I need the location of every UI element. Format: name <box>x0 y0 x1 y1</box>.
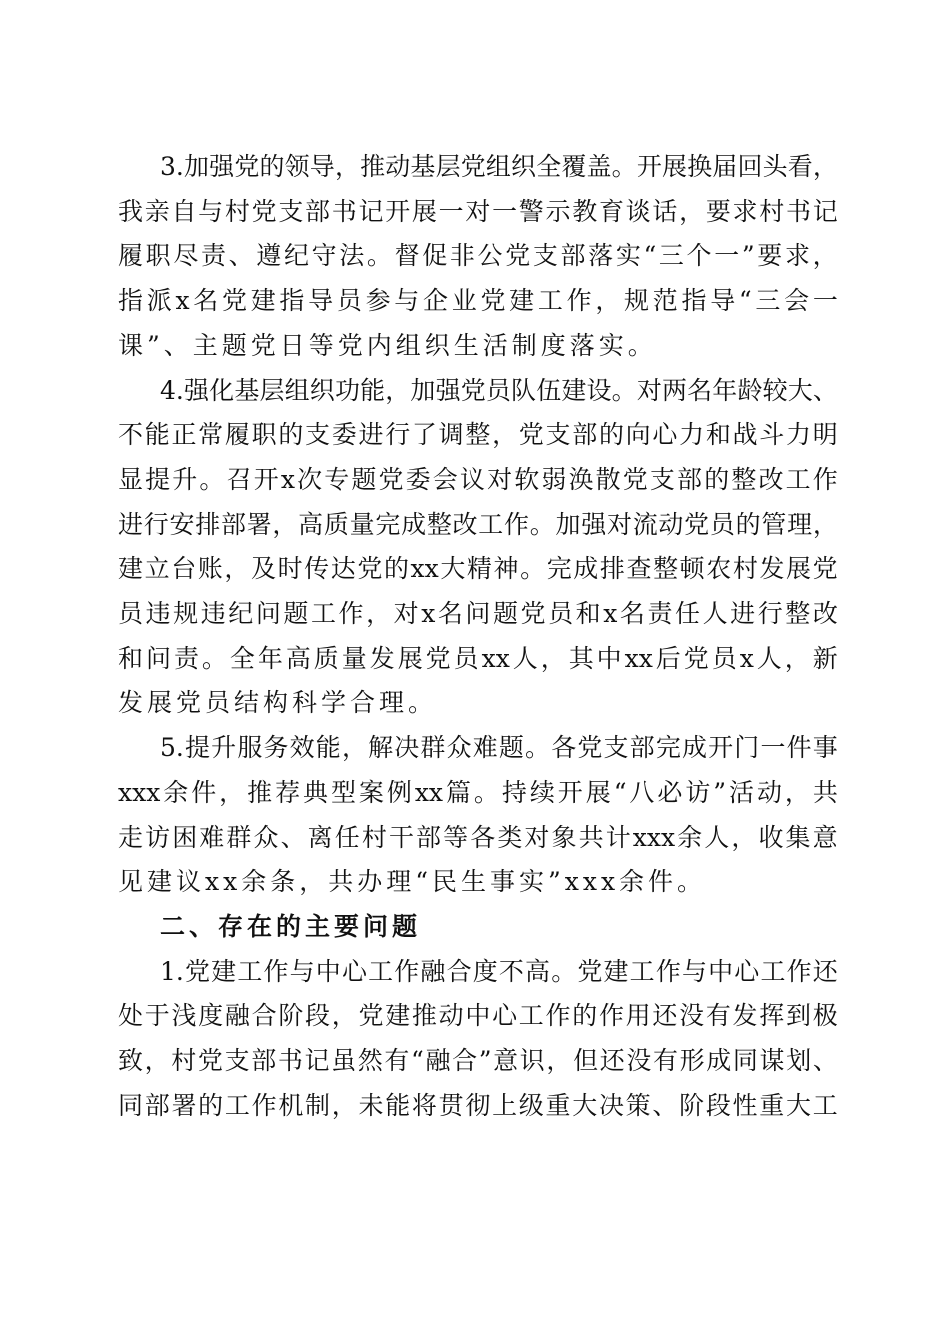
text-line: 发展党员结构科学合理。 <box>118 688 438 717</box>
text-line: 致 ， 村 党 支 部 书 记 虽 然 有 “ 融 合 ” 意 识 ， 但 还 没 有 形 成 同 谋 划 、 <box>118 1046 838 1075</box>
text-line: 指 派 x 名 党 建 指 导 员 参 与 企 业 党 建 工 作 ， 规 范 指 导 “ 三 会 一 <box>118 286 838 315</box>
text-line: 见建议xx余条，共办理“民生事实”xxx余件。 <box>118 867 707 896</box>
text-line: 建 立 台 账 ， 及 时 传 达 党 的 xx 大 精 神 。 完 成 排 查 整 顿 农 村 发 展 党 <box>118 554 838 583</box>
text-line: 处 于 浅 度 融 合 阶 段 ， 党 建 推 动 中 心 工 作 的 作 用 还 没 有 发 挥 到 极 <box>118 1001 838 1030</box>
text-line: 课”、主题党日等党内组织生活制度落实。 <box>118 331 657 360</box>
text-line: 同 部 署 的 工 作 机 制 ， 未 能 将 贯 彻 上 级 重 大 决 策 、 阶 段 性 重 大 工 <box>118 1091 838 1120</box>
text-line: 不 能 正 常 履 职 的 支 委 进 行 了 调 整 ， 党 支 部 的 向 心 力 和 战 斗 力 明 <box>118 420 838 449</box>
text-line: 4. 强 化 基 层 组 织 功 能 ， 加 强 党 员 队 伍 建 设 。 对 两 名 年 龄 较 大 、 <box>160 376 838 405</box>
text-line: 履 职 尽 责 、 遵 纪 守 法 。 督 促 非 公 党 支 部 落 实 “ 三 个 一 ” 要 求 ， <box>118 241 838 270</box>
text-line: 我 亲 自 与 村 党 支 部 书 记 开 展 一 对 一 警 示 教 育 谈 话 ， 要 求 村 书 记 <box>118 197 838 226</box>
section-heading: 二、存在的主要问题 <box>160 912 422 941</box>
text-line: 和 问 责 。 全 年 高 质 量 发 展 党 员 xx 人 ， 其 中 xx 后 党 员 x 人 ， 新 <box>118 644 838 673</box>
text-line: 显 提 升 。 召 开 x 次 专 题 党 委 会 议 对 软 弱 涣 散 党 支 部 的 整 改 工 作 <box>118 465 838 494</box>
text-line: 进 行 安 排 部 署 ， 高 质 量 完 成 整 改 工 作 。 加 强 对 流 动 党 员 的 管 理 ， <box>118 510 838 539</box>
text-line: 员 违 规 违 纪 问 题 工 作 ， 对 x 名 问 题 党 员 和 x 名 责 任 人 进 行 整 改 <box>118 599 838 628</box>
text-line: 3. 加 强 党 的 领 导 ， 推 动 基 层 党 组 织 全 覆 盖 。 开 展 换 届 回 头 看 ， <box>160 152 838 181</box>
text-line: xxx 余 件 ， 推 荐 典 型 案 例 xx 篇 。 持 续 开 展 “ 八 必 访 ” 活 动 ， 共 <box>118 778 838 807</box>
text-line: 走 访 困 难 群 众 、 离 任 村 干 部 等 各 类 对 象 共 计 xxx 余 人 ， 收 集 意 <box>118 823 838 852</box>
text-line: 5. 提 升 服 务 效 能 ， 解 决 群 众 难 题 。 各 党 支 部 完 成 开 门 一 件 事 <box>160 733 838 762</box>
text-line: 1. 党 建 工 作 与 中 心 工 作 融 合 度 不 高 。 党 建 工 作 与 中 心 工 作 还 <box>160 957 838 986</box>
